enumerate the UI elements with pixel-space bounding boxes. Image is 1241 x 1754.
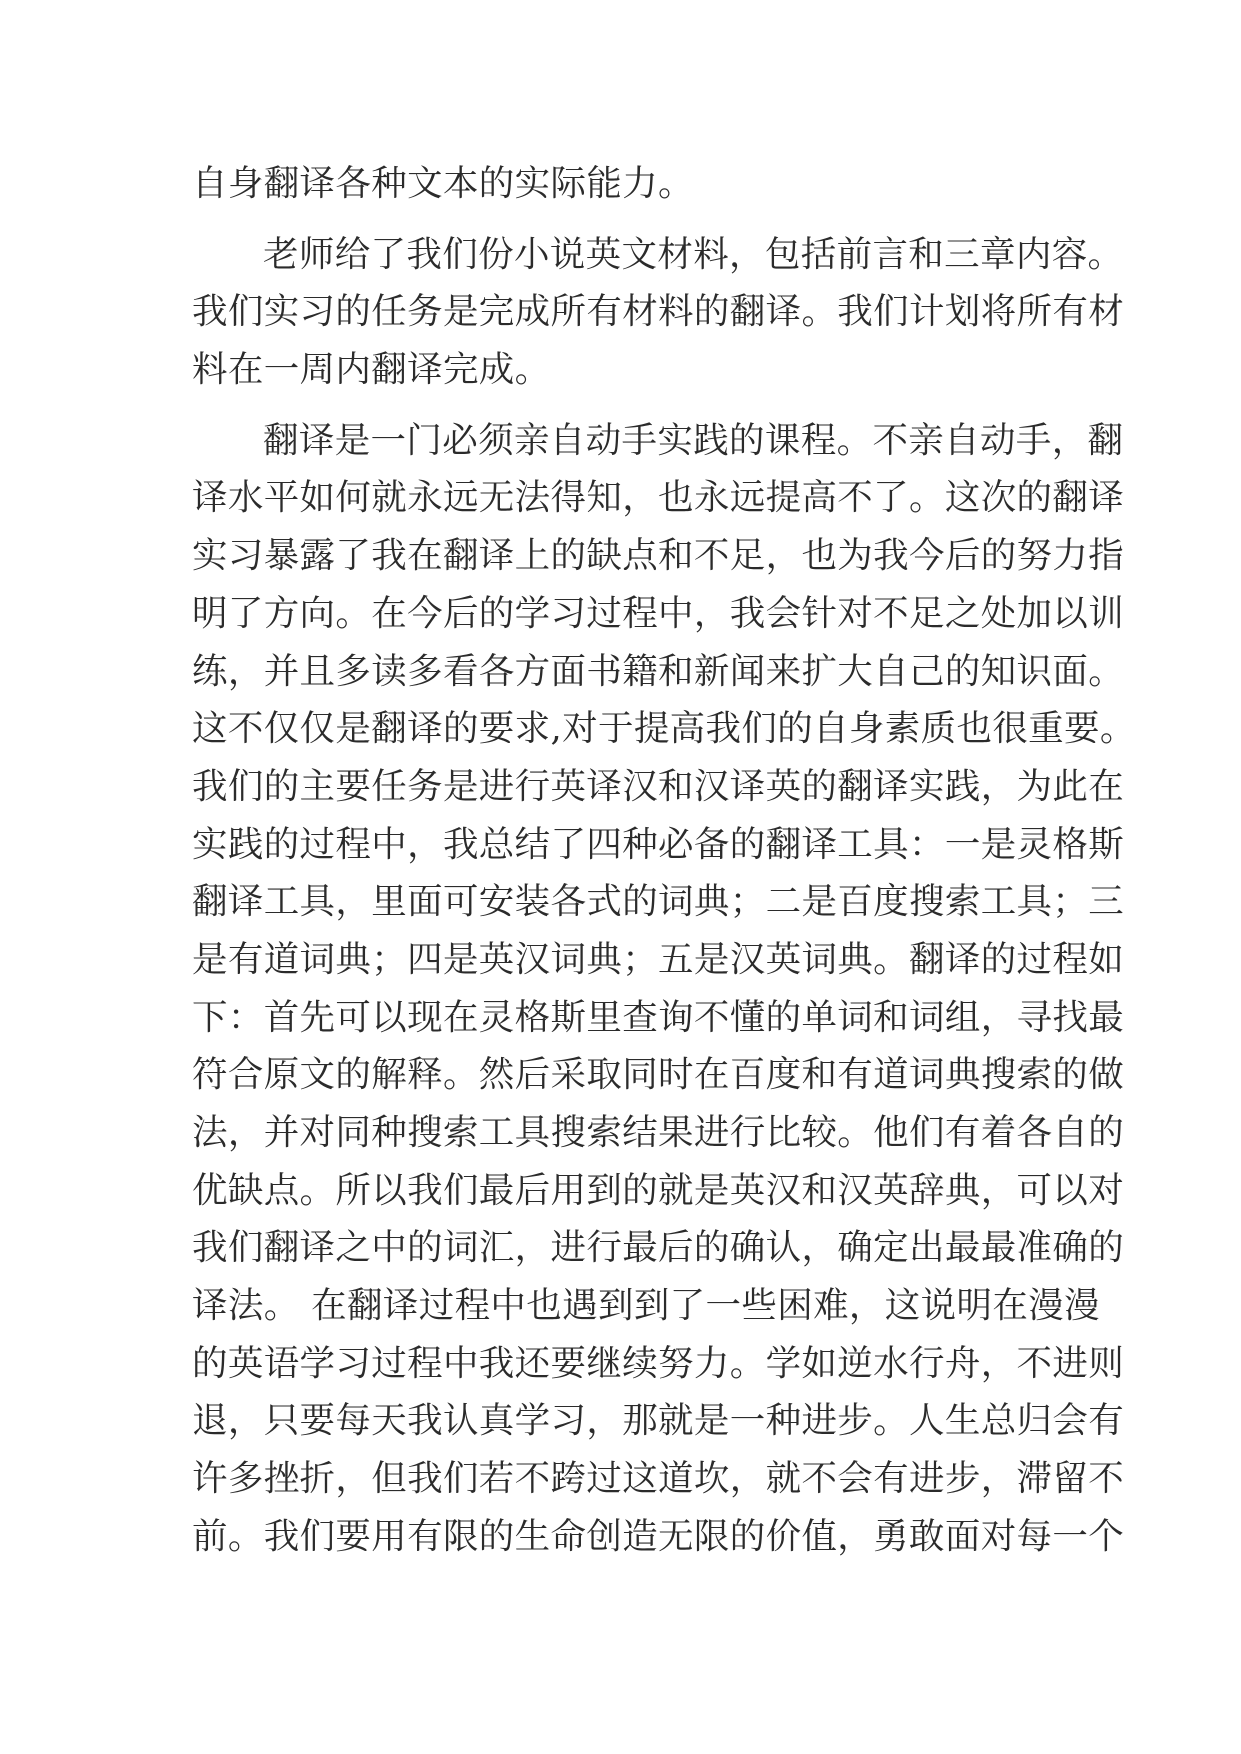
text-line: 我们的主要任务是进行英译汉和汉译英的翻译实践，为此在 [192, 765, 1125, 807]
paragraph-first-line: 老师给了我们份小说英文材料，包括前言和三章内容。 [263, 233, 1124, 275]
text-line: 优缺点。所以我们最后用到的就是英汉和汉英辞典，可以对 [192, 1169, 1125, 1211]
text-line: 前。我们要用有限的生命创造无限的价值，勇敢面对每一个 [192, 1515, 1125, 1557]
text-line: 许多挫折，但我们若不跨过这道坎，就不会有进步，滞留不 [192, 1458, 1125, 1500]
text-line: 实习暴露了我在翻译上的缺点和不足，也为我今后的努力指 [192, 535, 1125, 577]
text-line: 的英语学习过程中我还要继续努力。学如逆水行舟，不进则 [192, 1342, 1125, 1384]
text-line: 译水平如何就永远无法得知，也永远提高不了。这次的翻译 [192, 477, 1125, 519]
text-line: 我们实习的任务是完成所有材料的翻译。我们计划将所有材 [192, 291, 1125, 333]
text-line: 法，并对同种搜索工具搜索结果进行比较。他们有着各自的 [192, 1112, 1125, 1153]
text-line: 下：首先可以现在灵格斯里查询不懂的单词和词组，寻找最 [192, 996, 1125, 1038]
text-line: 明了方向。在今后的学习过程中，我会针对不足之处加以训 [192, 592, 1125, 634]
text-line: 翻译工具，里面可安装各式的词典；二是百度搜索工具；三 [192, 881, 1125, 923]
text-line: 实践的过程中，我总结了四种必备的翻译工具：一是灵格斯 [192, 823, 1125, 865]
text-line: 料在一周内翻译完成。 [192, 349, 551, 391]
text-line: 是有道词典；四是英汉词典；五是汉英词典。翻译的过程如 [192, 938, 1125, 980]
text-line: 自身翻译各种文本的实际能力。 [192, 163, 694, 204]
text-line: 译法。 在翻译过程中也遇到到了一些困难，这说明在漫漫 [192, 1285, 1100, 1327]
text-line: 这不仅仅是翻译的要求,对于提高我们的自身素质也很重要。 [192, 708, 1136, 750]
text-line: 符合原文的解释。然后采取同时在百度和有道词典搜索的做 [192, 1054, 1125, 1096]
text-line: 我们翻译之中的词汇，进行最后的确认，确定出最最准确的 [192, 1227, 1125, 1269]
text-line: 练，并且多读多看各方面书籍和新闻来扩大自己的知识面。 [192, 650, 1125, 692]
text-line: 退，只要每天我认真学习，那就是一种进步。人生总归会有 [192, 1400, 1125, 1442]
paragraph-first-line: 翻译是一门必须亲自动手实践的课程。不亲自动手，翻 [263, 419, 1124, 461]
body-text [192, 155, 1136, 1566]
